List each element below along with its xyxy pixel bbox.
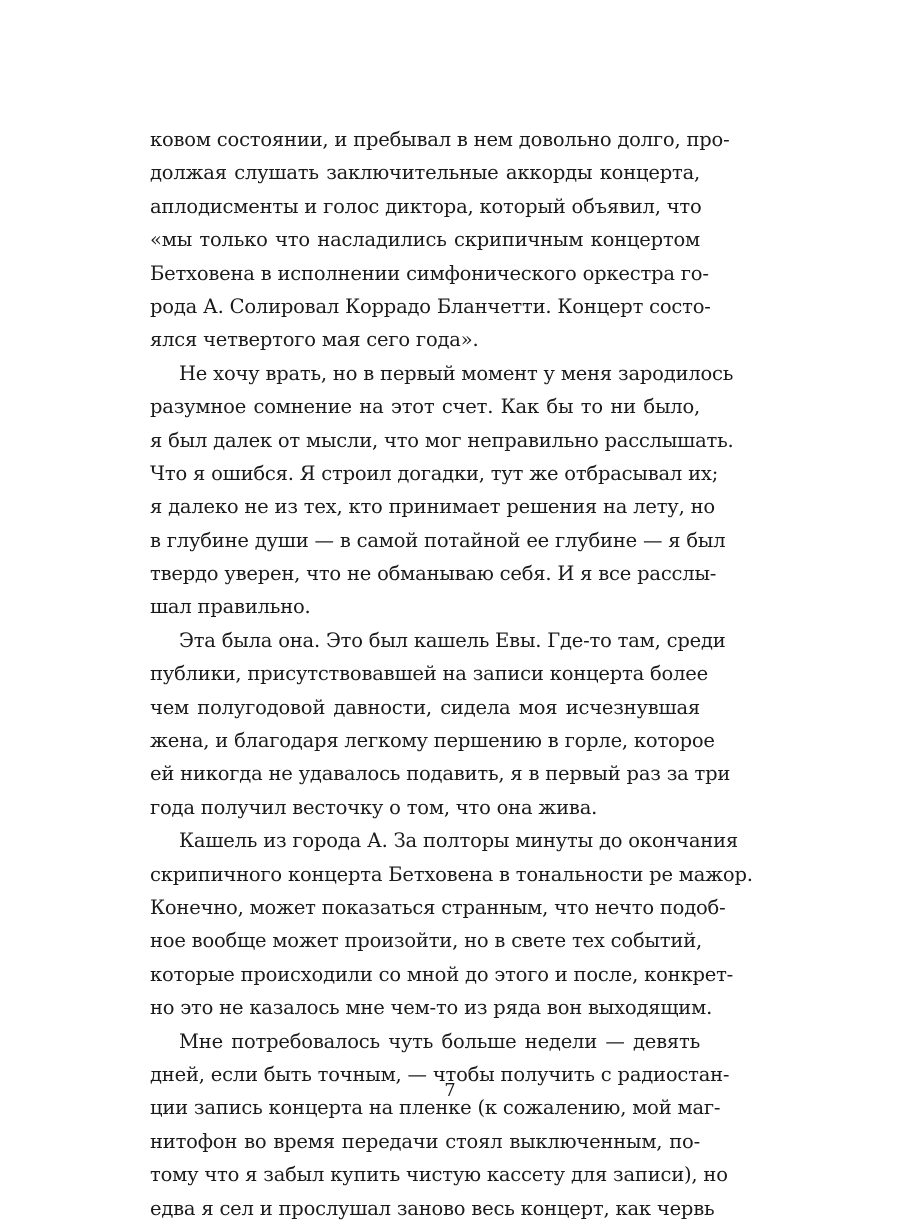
text-line: шал правильно. — [150, 595, 311, 619]
text-line: Бетховена в исполнении симфонического оркестра го- — [150, 261, 709, 285]
paragraph — [150, 1025, 730, 1225]
text-line: Кашель из города А. За полторы минуты до окончания — [179, 829, 738, 853]
text-line: аплодисменты и голос диктора, который объявил, что — [150, 194, 702, 218]
text-line: ялся четвертого мая сего года». — [150, 328, 479, 352]
text-line: ковом состоянии, и пребывал в нем довольно долго, про- — [150, 128, 730, 151]
text-line: Конечно, может показаться странным, что нечто подоб- — [150, 895, 726, 919]
text-line: я далеко не из тех, кто принимает решения на лету, но — [150, 495, 715, 519]
text-line: ное вообще может произойти, но в свете тех событий, — [150, 929, 702, 953]
text-line: чем полугодовой давности, сидела моя исчезнувшая — [150, 695, 700, 719]
text-line: Мне потребовалось чуть больше недели — девять — [179, 1029, 700, 1053]
paragraph — [150, 624, 731, 824]
text-line: я был далек от мысли, что мог неправильно расслышать. — [150, 428, 734, 452]
paragraph — [150, 357, 734, 624]
text-line: разумное сомнение на этот счет. Как бы то ни было, — [150, 395, 700, 419]
text-line: публики, присутствовавшей на записи концерта более — [150, 662, 708, 686]
text-line: ции запись концерта на пленке (к сожалению, мой маг- — [150, 1096, 721, 1120]
text-line: Что я ошибся. Я строил догадки, тут же отбрасывал их; — [150, 461, 719, 485]
text-line: Не хочу врать, но в первый момент у меня зародилось — [179, 361, 734, 385]
text-line: года получил весточку о том, что она жива. — [150, 795, 598, 819]
text-line: рода А. Солировал Коррадо Бланчетти. Концерт состо- — [150, 294, 711, 318]
text-line: Эта была она. Это был кашель Евы. Где-то там, среди — [179, 628, 726, 652]
text-line: «мы только что насладились скрипичным концертом — [150, 228, 700, 252]
text-line: скрипичного концерта Бетховена в тональности ре мажор. — [150, 862, 753, 886]
text-line: должая слушать заключительные аккорды концерта, — [150, 161, 700, 185]
text-line: тому что я забыл купить чистую кассету для записи), но — [150, 1163, 728, 1187]
text-line: дней, если быть точным, — чтобы получить с радиостан- — [150, 1062, 730, 1086]
body-text — [150, 123, 753, 1225]
paragraph — [150, 123, 730, 357]
text-line: ей никогда не удавалось подавить, я в первый раз за три — [150, 762, 731, 786]
text-line: твердо уверен, что не обманываю себя. И я все расслы- — [150, 562, 717, 586]
page-number: 7 — [444, 1080, 456, 1101]
text-line: но это не казалось мне чем-то из ряда вон выходящим. — [150, 996, 713, 1020]
text-line: едва я сел и прослушал заново весь концерт, как червь — [150, 1196, 715, 1220]
text-line: которые происходили со мной до этого и после, конкрет- — [150, 962, 734, 986]
text-line: в глубине души — в самой потайной ее глубине — я был — [150, 528, 726, 552]
text-line: жена, и благодаря легкому першению в горле, которое — [150, 729, 715, 753]
text-line: нитофон во время передачи стоял выключенным, по- — [150, 1129, 700, 1153]
paragraph — [150, 824, 753, 1024]
